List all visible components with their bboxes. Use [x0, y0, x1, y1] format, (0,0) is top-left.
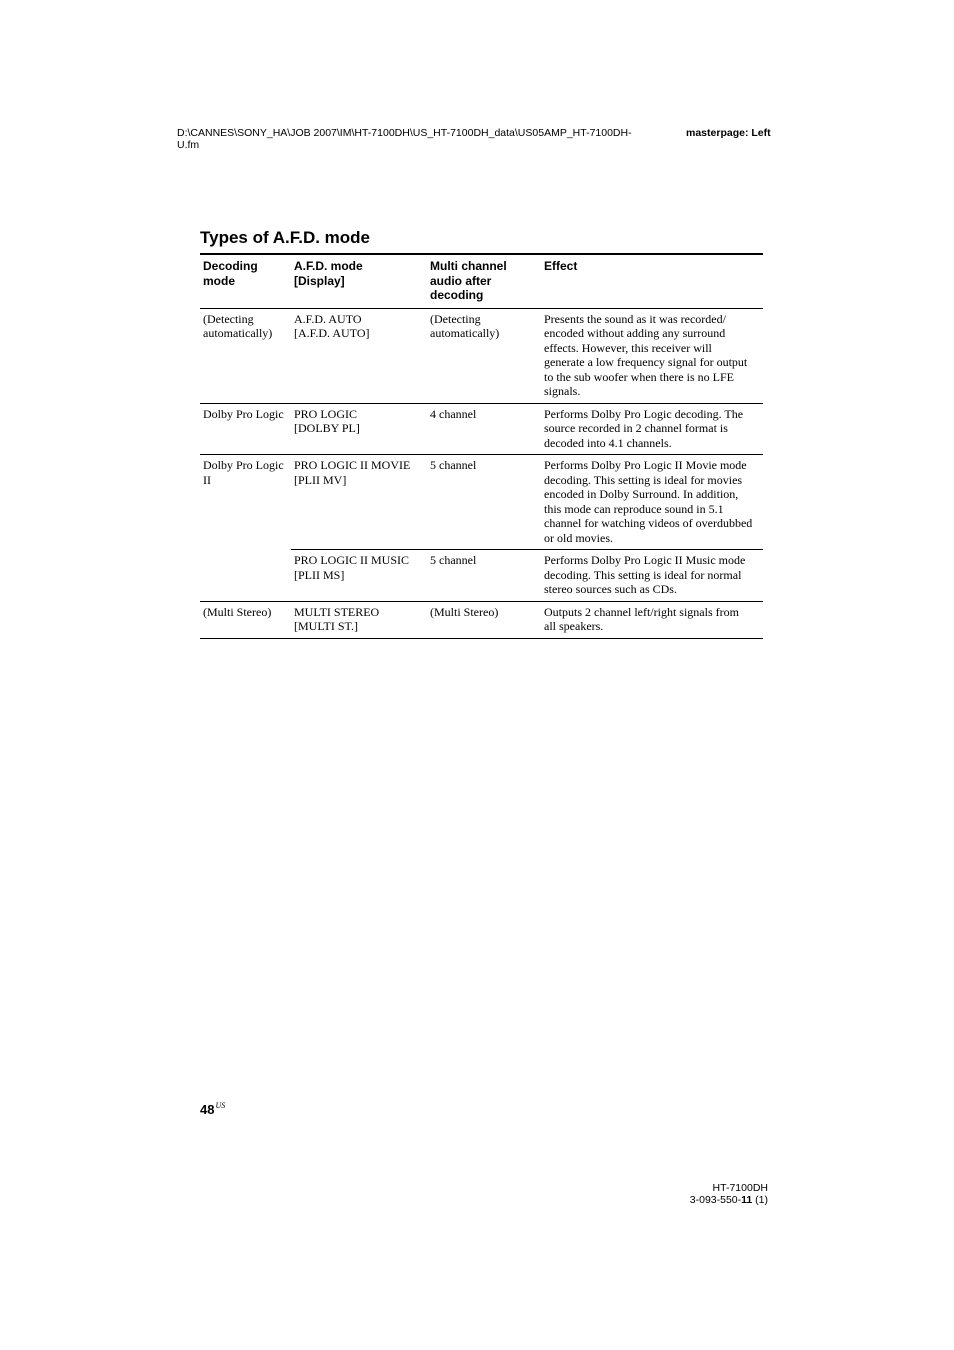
header-multi-channel: Multi channel audio after decoding	[430, 259, 507, 302]
page-number-suffix: US	[215, 1101, 226, 1110]
cell-afd-mode: PRO LOGIC [DOLBY PL]	[294, 406, 360, 435]
table-header-row	[200, 254, 763, 308]
cell-effect: Outputs 2 channel left/right signals from all speakers.	[544, 604, 739, 633]
cell-afd-mode: PRO LOGIC II MOVIE [PLII MV]	[294, 458, 411, 487]
cell-effect: Performs Dolby Pro Logic decoding. The source recorded in 2 channel format is decoded into 4.1 channels.	[544, 406, 744, 450]
model-name: HT-7100DH	[712, 1182, 768, 1194]
file-path-line-2: U.fm	[177, 139, 200, 151]
cell-effect: Performs Dolby Pro Logic II Movie mode decoding. This setting is ideal for movies encoded in Dolby Surround. In addition, this mode can reproduce sound in 5.1 channel for watching videos of overdubbed or old movies.	[544, 458, 753, 545]
masterpage-label: masterpage: Left	[686, 127, 771, 139]
cell-multi-channel: (Detecting automatically)	[430, 311, 500, 340]
model-info	[690, 1182, 768, 1206]
table-row	[200, 455, 763, 550]
afd-mode-table	[200, 253, 763, 639]
cell-decoding-mode: Dolby Pro Logic	[203, 406, 284, 421]
cell-multi-channel: (Multi Stereo)	[430, 604, 499, 619]
cell-effect: Performs Dolby Pro Logic II Music mode decoding. This setting is ideal for normal stereo sources such as CDs.	[541, 550, 763, 602]
cell-afd-mode: A.F.D. AUTO [A.F.D. AUTO]	[294, 311, 370, 340]
header-decoding-mode: Decoding mode	[203, 259, 258, 288]
cell-multi-channel: 5 channel	[427, 550, 541, 602]
page-number-value: 48	[200, 1102, 215, 1117]
page-number	[200, 1102, 225, 1117]
cell-multi-channel: 4 channel	[430, 406, 477, 421]
part-code: 3-093-550-11 (1)	[689, 1194, 768, 1206]
table-row	[200, 308, 763, 403]
table-row	[200, 601, 763, 638]
file-path	[177, 127, 677, 151]
cell-decoding-mode: Dolby Pro Logic II	[203, 458, 284, 487]
cell-decoding-mode: (Multi Stereo)	[203, 604, 272, 619]
cell-multi-channel: 5 channel	[430, 458, 477, 472]
cell-afd-mode: PRO LOGIC II MUSIC [PLII MS]	[291, 550, 427, 602]
cell-decoding-mode: (Detecting automatically)	[203, 311, 273, 340]
section-title: Types of A.F.D. mode	[200, 228, 371, 247]
cell-afd-mode: MULTI STEREO [MULTI ST.]	[294, 604, 380, 633]
file-path-line-1: D:\CANNES\SONY_HA\JOB 2007\IM\HT-7100DH\US_HT-7100DH_data\US05AMP_HT-7100DH-	[177, 127, 632, 139]
table-row	[200, 403, 763, 455]
header-afd-mode: A.F.D. mode [Display]	[294, 259, 363, 288]
cell-effect: Presents the sound as it was recorded/ encoded without adding any surround effects. However, this receiver will generate a low frequency signal for output to the sub woofer when there is no LFE signals.	[544, 311, 748, 398]
header-effect: Effect	[544, 259, 578, 273]
